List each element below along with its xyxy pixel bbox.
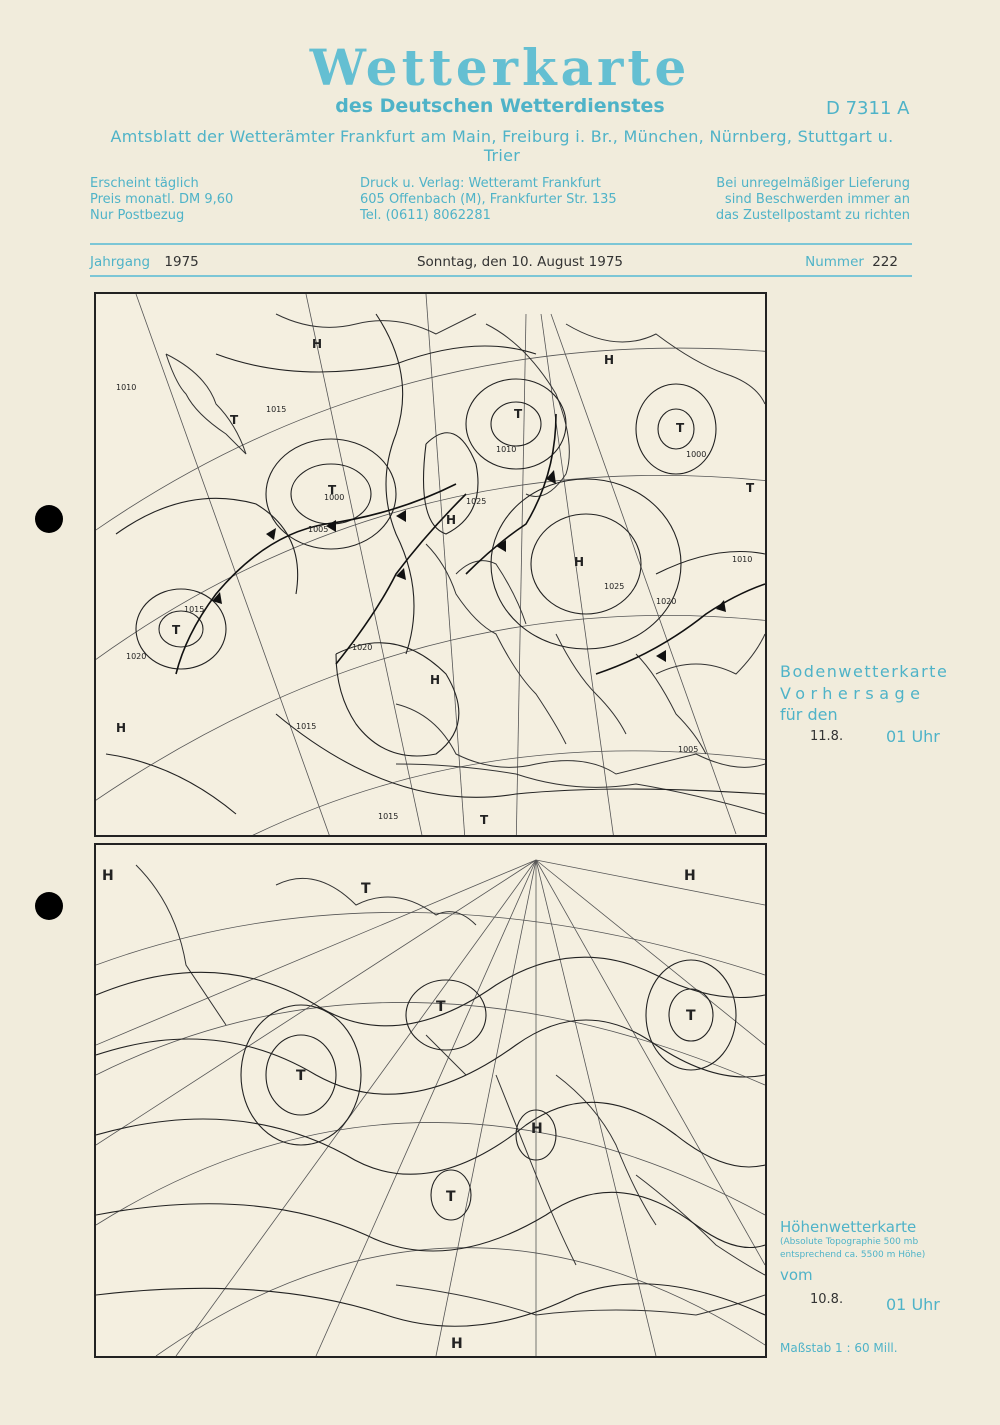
upper-map-caption-line4: vom xyxy=(780,1266,813,1284)
high-pressure-symbol: H xyxy=(451,1336,463,1352)
delivery-info xyxy=(700,176,910,224)
isobar-label: 1015 xyxy=(296,722,317,731)
high-pressure-symbol: H xyxy=(116,721,127,735)
high-pressure-symbol: H xyxy=(574,555,585,569)
info-line: das Zustellpostamt zu richten xyxy=(715,208,910,223)
surface-pressure-centers xyxy=(116,337,755,827)
publication-code: D 7311 A xyxy=(826,98,910,119)
high-pressure-symbol: H xyxy=(446,513,457,527)
isobar-label: 1025 xyxy=(466,497,487,506)
divider-top xyxy=(90,243,912,245)
isobar-label: 1020 xyxy=(656,597,677,606)
upper-map-time: 01 Uhr xyxy=(886,1295,940,1314)
isobar-label: 1015 xyxy=(184,605,205,614)
info-line: sind Beschwerden immer an xyxy=(724,192,910,207)
isobar-label: 1020 xyxy=(126,652,147,661)
isobar-label: 1025 xyxy=(604,582,625,591)
isobar-label: 1010 xyxy=(732,555,753,564)
low-pressure-symbol: T xyxy=(686,1008,696,1024)
page-title: Wetterkarte xyxy=(309,38,691,97)
low-pressure-symbol: T xyxy=(172,623,181,637)
low-pressure-symbol: T xyxy=(514,407,523,421)
upper-air-map xyxy=(94,843,767,1358)
low-pressure-symbol: T xyxy=(480,813,489,827)
low-pressure-symbol: T xyxy=(328,483,337,497)
page-subtitle: des Deutschen Wetterdienstes xyxy=(335,95,665,117)
high-pressure-symbol: H xyxy=(531,1121,543,1137)
high-pressure-symbol: H xyxy=(684,868,696,884)
info-line: Preis monatl. DM 9,60 xyxy=(90,192,234,207)
jahrgang-label: Jahrgang xyxy=(90,254,151,270)
high-pressure-symbol: H xyxy=(102,868,114,884)
isobar-label: 1000 xyxy=(324,493,345,502)
isobar-label: 1015 xyxy=(378,812,399,821)
nummer-value: 222 xyxy=(872,254,898,270)
low-pressure-symbol: T xyxy=(446,1189,456,1205)
jahrgang-value: 1975 xyxy=(164,254,199,270)
punch-hole-top xyxy=(35,505,63,533)
isobar-label: 1005 xyxy=(678,745,699,754)
surface-weather-map xyxy=(94,292,767,837)
amtsblatt-line: Amtsblatt der Wetterämter Frankfurt am Main, Freiburg i. Br., München, Nürnberg, Stuttgart u. Trier xyxy=(110,127,894,165)
upper-map-caption-line2: (Absolute Topographie 500 mb xyxy=(780,1237,919,1247)
info-line: Nur Postbezug xyxy=(90,208,185,223)
high-pressure-symbol: H xyxy=(604,353,615,367)
surface-map-date: 11.8. xyxy=(810,729,844,744)
upper-map-date: 10.8. xyxy=(810,1292,844,1307)
publisher-info xyxy=(360,176,617,224)
isobar-label: 1010 xyxy=(496,445,517,454)
isobar-label: 1020 xyxy=(352,643,373,652)
info-line: 605 Offenbach (M), Frankfurter Str. 135 xyxy=(360,192,617,207)
isobar-label: 1005 xyxy=(308,525,329,534)
low-pressure-symbol: T xyxy=(746,481,755,495)
info-line: Bei unregelmäßiger Lieferung xyxy=(716,176,910,191)
upper-pressure-centers xyxy=(102,868,696,1352)
isobar-label: 1015 xyxy=(266,405,287,414)
surface-map-caption-line1: Bodenwetterkarte xyxy=(780,662,949,681)
low-pressure-symbol: T xyxy=(230,413,239,427)
isobar-label: 1010 xyxy=(116,383,137,392)
surface-map-time: 01 Uhr xyxy=(886,727,940,746)
nummer-label: Nummer xyxy=(805,254,864,270)
low-pressure-symbol: T xyxy=(676,421,685,435)
map-scale: Maßstab 1 : 60 Mill. xyxy=(780,1341,898,1355)
isobar-label: 1000 xyxy=(686,450,707,459)
divider-bottom xyxy=(90,275,912,277)
high-pressure-symbol: H xyxy=(430,673,441,687)
low-pressure-symbol: T xyxy=(361,881,371,897)
upper-map-caption-line3: entsprechend ca. 5500 m Höhe) xyxy=(780,1250,926,1260)
low-pressure-symbol: T xyxy=(296,1068,306,1084)
info-line: Tel. (0611) 8062281 xyxy=(360,208,491,223)
surface-map-caption-line2: Vorhersage xyxy=(780,684,926,703)
info-line: Druck u. Verlag: Wetteramt Frankfurt xyxy=(360,176,601,191)
upper-map-svg xyxy=(96,845,765,1356)
info-line: Erscheint täglich xyxy=(90,176,199,191)
surface-map-svg xyxy=(96,294,765,835)
high-pressure-symbol: H xyxy=(312,337,323,351)
surface-isobar-labels xyxy=(116,383,752,821)
punch-hole-bottom xyxy=(35,892,63,920)
upper-map-caption-line1: Höhenwetterkarte xyxy=(780,1218,917,1236)
low-pressure-symbol: T xyxy=(436,999,446,1015)
nummer xyxy=(760,254,898,270)
issue-date: Sonntag, den 10. August 1975 xyxy=(416,254,624,270)
subscription-info xyxy=(90,176,233,224)
surface-map-caption-line3: für den xyxy=(780,705,838,724)
